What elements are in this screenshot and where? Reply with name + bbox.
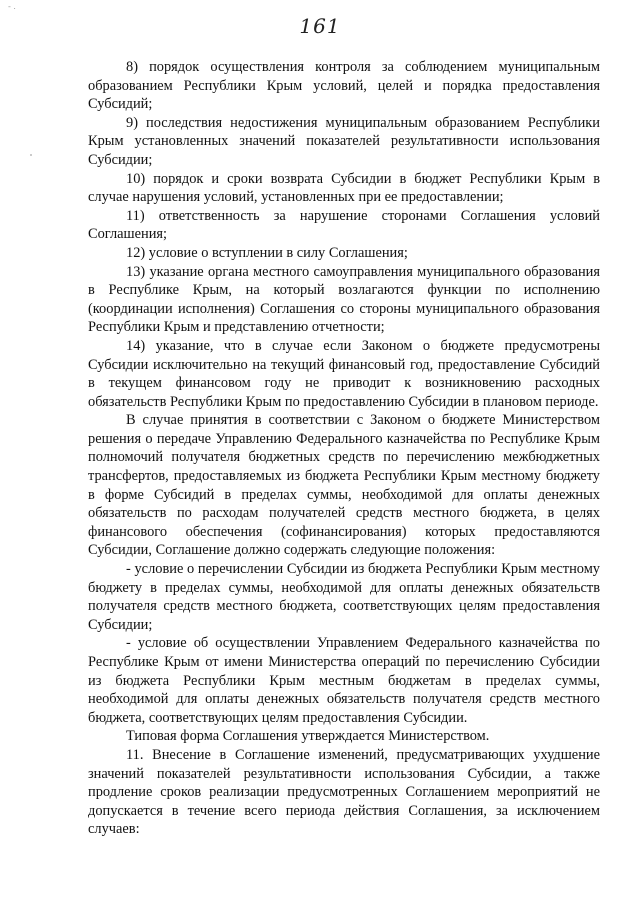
corner-mark: - . [8,2,16,11]
paragraph-item-8: 8) порядок осуществления контроля за соблюдением муниципальным образованием Республики Крым условий, целей и порядка предоставления Субсидий; [88,59,600,113]
paragraph-condition-transfer: - условие о перечислении Субсидии из бюджета Республики Крым местному бюджету в пределах суммы, необходимой для оплаты денежных обязательств получателя средств местного бюджета, соответствующих целям предоставления Субсидии; [88,561,600,633]
page-number: 161 [299,14,341,38]
scan-speck [30,154,32,156]
paragraph-item-9: 9) последствия недостижения муниципальным образованием Республики Крым установленных значений показателей результативности использования Субсидии; [88,114,600,168]
paragraph-condition-operations: - условие об осуществлении Управлением Федерального казначейства по Республике Крым от имени Министерства операций по перечислению Субсидии из бюджета Республики Крым местным бюджетам в пределах суммы, необходимой для оплаты денежных обязательств получателя средств местного бюджета, соответствующих целям предоставления Субсидии. [88,635,600,726]
document-body [88,58,600,839]
paragraph-item-14: 14) указание, что в случае если Законом о бюджете предусмотрены Субсидии исключительно на текущий финансовый год, предоставление Субсидий в текущем финансовом году не приводит к возникновению расходных обязательств Республики Крым по предоставлению Субсидии в плановом периоде. [88,337,600,410]
paragraph-item-13: 13) указание органа местного самоуправления муниципального образования в Республике Крым, на который возлагаются функции по исполнению (координации исполнения) Соглашения со стороны муниципального образования Республики Крым и представлению отчетности; [88,263,600,336]
paragraph-item-11: 11) ответственность за нарушение сторонами Соглашения условий Соглашения; [88,207,600,243]
paragraph-treasury-case: В случае принятия в соответствии с Законом о бюджете Министерством решения о передаче Управлению Федерального казначейства по Республике Крым полномочий получателя бюджетных средств по перечислению межбюджетных трансфертов, предоставляемых из бюджета Республики Крым местному бюджету в форме Субсидий в пределах суммы, необходимой для оплаты денежных обязательств по расходам получателей средств местного бюджета, в целях финансового обеспечения (софинансирования) которых предоставляются Субсидии, Соглашение должно содержать следующие положения: [88,412,600,559]
paragraph-section-11: 11. Внесение в Соглашение изменений, предусматривающих ухудшение значений показателей результативности использования Субсидии, а также продление сроков реализации предусмотренных Соглашением мероприятий не допускается в течение всего периода действия Соглашения, за исключением случаев: [88,746,600,838]
paragraph-standard-form: Типовая форма Соглашения утверждается Министерством. [126,728,490,745]
paragraph-item-12: 12) условие о вступлении в силу Соглашения; [126,244,408,261]
paragraph-item-10: 10) порядок и сроки возврата Субсидии в бюджет Республики Крым в случае нарушения условий, установленных при ее предоставлении; [88,170,600,206]
